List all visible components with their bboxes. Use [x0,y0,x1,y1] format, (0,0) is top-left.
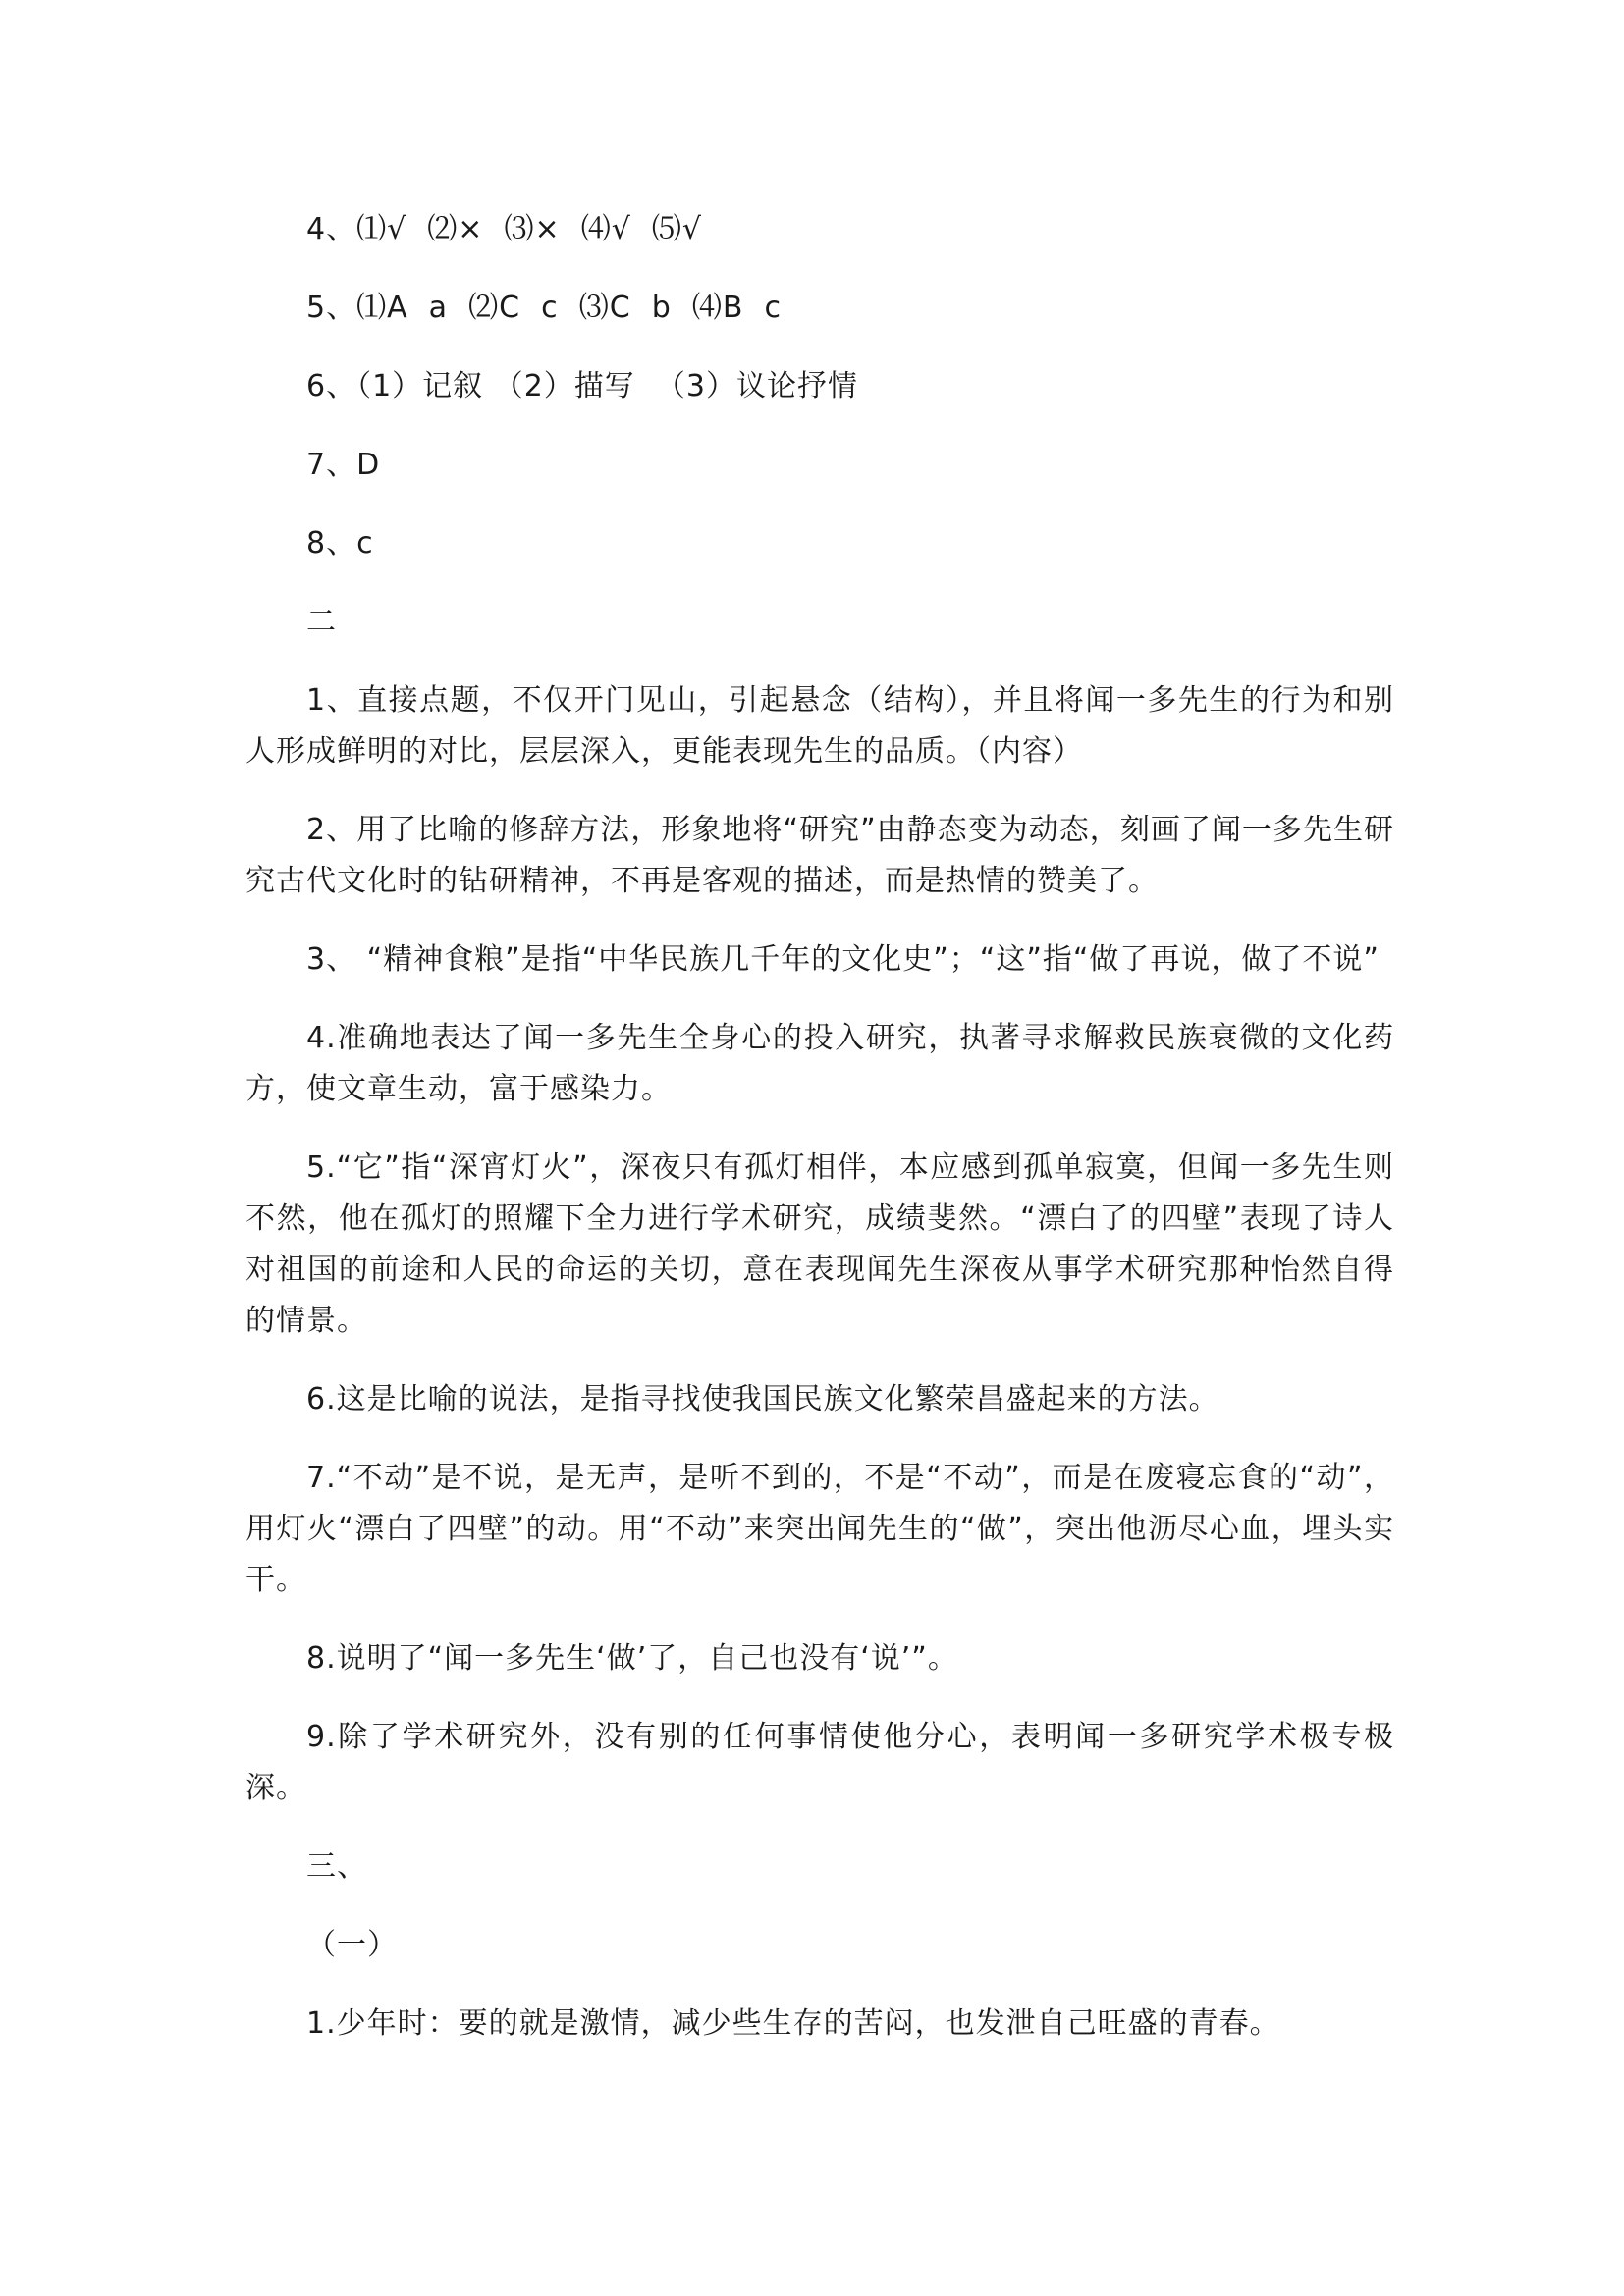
section-heading-3: 三、 [306,1849,367,1884]
section2-item-5: 5.“它”指“深宵灯火”，深夜只有孤灯相伴，本应感到孤单寂寞，但闻一多先生则不然，他在孤灯的照耀下全力进行学术研究，成绩斐然。“漂白了的四壁”表现了诗人对祖国的前途和人民的命运的关切，意在表现闻先生深夜从事学术研究那种怡然自得的情景。 [245,1150,1394,1338]
section-heading-2: 二 [306,605,337,639]
document-content [245,204,1394,2077]
answer-line-8: 8、c [306,526,374,561]
section2-item-2: 2、用了比喻的修辞方法，形象地将“研究”由静态变为动态，刻画了闻一多先生研究古代文化时的钻研精神，不再是客观的描述，而是热情的赞美了。 [245,813,1394,898]
section2-item-8: 8.说明了“闻一多先生‘做’了，自己也没有‘说’”。 [306,1641,958,1676]
answer-line-7: 7、D [306,448,381,482]
section2-item-4: 4.准确地表达了闻一多先生全身心的投入研究，执著寻求解救民族衰微的文化药方，使文章生动，富于感染力。 [245,1021,1394,1106]
answer-line-4: 4、⑴√ ⑵× ⑶× ⑷√ ⑸√ [306,212,702,246]
section3-item-1: 1.少年时：要的就是激情，减少些生存的苦闷，也发泄自己旺盛的青春。 [306,2006,1280,2041]
answer-line-5: 5、⑴A a ⑵C c ⑶C b ⑷B c [306,291,783,325]
section2-item-3: 3、 “精神食粮”是指“中华民族几千年的文化史”；“这”指“做了再说，做了不说” [306,942,1380,977]
section2-item-7: 7.“不动”是不说，是无声，是听不到的，不是“不动”，而是在废寝忘食的“动”，用灯火“漂白了四壁”的动。用“不动”来突出闻先生的“做”，突出他沥尽心血，埋头实干。 [245,1461,1394,1597]
subsection-heading-1: （一） [306,1928,398,1962]
section2-item-6: 6.这是比喻的说法，是指寻找使我国民族文化繁荣昌盛起来的方法。 [306,1382,1219,1416]
answer-line-6: 6、（1）记叙 （2）描写 （3）议论抒情 [306,369,858,403]
section2-item-1: 1、直接点题，不仅开门见山，引起悬念（结构），并且将闻一多先生的行为和别人形成鲜明的对比，层层深入，更能表现先生的品质。（内容） [245,683,1394,769]
section2-item-9: 9.除了学术研究外，没有别的任何事情使他分心，表明闻一多研究学术极专极深。 [245,1720,1394,1805]
